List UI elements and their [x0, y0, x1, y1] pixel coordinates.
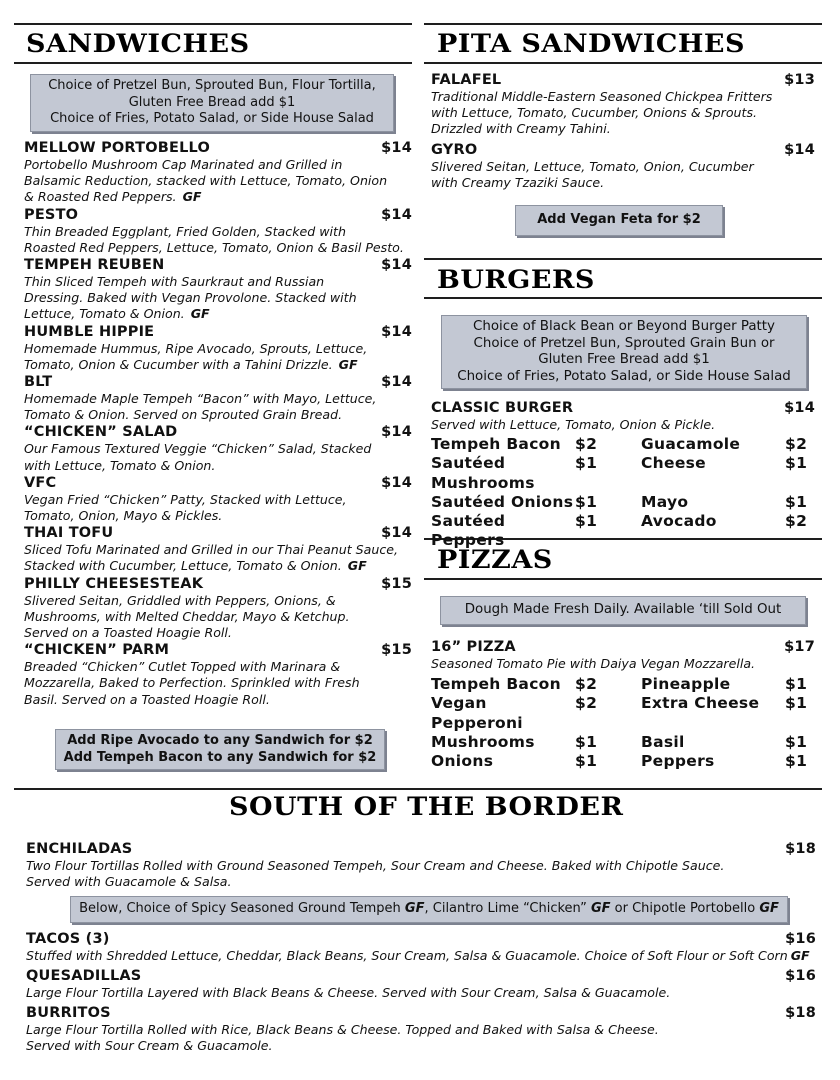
gf-tag: GF — [590, 901, 611, 916]
item-head — [24, 424, 412, 441]
item-name: GYRO — [431, 142, 478, 158]
item-name: TEMPEH REUBEN — [24, 257, 165, 274]
desc-line: Large Flour Tortilla Rolled with Rice, Black Beans & Cheese. Topped and Baked with Salsa & Cheese. — [26, 1022, 659, 1037]
desc-line: Thin Breaded Eggplant, Fried Golden, Stacked with — [24, 223, 346, 239]
desc-line: Balsamic Reduction, stacked with Lettuce, Tomato, Onion — [24, 173, 388, 189]
addon-name: Peppers — [641, 752, 715, 771]
pita-addon-box: Add Vegan Feta for $2 — [515, 205, 723, 236]
item-desc — [24, 492, 412, 524]
addon-price: $1 — [575, 454, 598, 473]
addon-gap — [597, 493, 641, 512]
desc-line: Mushrooms, with Melted Cheddar, Mayo & Ketchup. — [24, 608, 350, 624]
sandwich-item — [24, 207, 412, 256]
item-name: MELLOW PORTOBELLO — [24, 140, 210, 156]
addon-name: Basil — [641, 732, 685, 751]
item-name: PESTO — [24, 206, 79, 223]
addon-price: $1 — [575, 752, 598, 771]
item-name: BLT — [24, 374, 53, 391]
desc-line: Stacked with Cucumber, Lettuce, Tomato & Onion. — [24, 558, 342, 574]
desc-line: Stuffed with Shredded Lettuce, Cheddar, Black Beans, Sour Cream, Salsa & Guacamole. Choice of Soft Flour or Soft Corn — [26, 948, 788, 963]
addon-price: $1 — [575, 512, 598, 531]
desc-line: Tomato & Onion. Served on Sprouted Grain Bread. — [24, 407, 343, 423]
addon-gap — [597, 435, 641, 454]
desc-line: Basil. Served on a Toasted Hoagie Roll. — [24, 691, 270, 707]
item-name: PHILLY CHEESESTEAK — [24, 575, 204, 592]
choice-text: , Cilantro Lime “Chicken” — [424, 901, 591, 916]
addon-name: Sautéed Peppers — [431, 512, 506, 550]
item-desc — [431, 159, 815, 191]
filling-choice-box — [70, 896, 788, 923]
addon-name: Sautéed Mushrooms — [431, 454, 535, 492]
item-desc: Served with Lettuce, Tomato, Onion & Pickle. — [431, 417, 716, 432]
addon-price: $1 — [575, 492, 598, 511]
desc-line: Mozzarella, Baked to Perfection. Sprinkled with Fresh — [24, 675, 360, 691]
choice-text: or Chipotle Portobello — [610, 901, 760, 916]
sandwich-list — [24, 140, 412, 709]
gf-tag: GF — [759, 901, 779, 916]
desc-line: Homemade Hummus, Ripe Avocado, Sprouts, Lettuce, — [24, 340, 368, 356]
addon-price: $1 — [785, 732, 808, 751]
burgers-top-rule — [424, 258, 822, 260]
addon-name: Sautéed Onions — [431, 492, 574, 511]
note-line: Choice of Black Bean or Beyond Burger Patty — [473, 319, 775, 334]
pizza-addons-grid — [431, 675, 807, 771]
addon-price: $2 — [575, 694, 598, 713]
pizzas-title: PIZZAS — [437, 546, 553, 575]
addon-name: Tempeh Bacon — [431, 675, 561, 693]
item-head — [24, 374, 412, 391]
addon-price: $2 — [575, 675, 598, 693]
item-price: $14 — [381, 323, 412, 340]
addon-name: Mushrooms — [431, 732, 535, 751]
note-line: Gluten Free Bread add $1 — [538, 352, 710, 367]
desc-line-with-gf — [24, 189, 412, 205]
item-name: “CHICKEN” PARM — [24, 642, 170, 659]
addon-name: Onions — [431, 752, 494, 771]
note-line: Gluten Free Bread add $1 — [128, 94, 296, 110]
desc-line: Served with Sour Cream & Guacamole. — [26, 1038, 273, 1054]
addon-price: $1 — [785, 752, 808, 771]
item-head — [26, 968, 816, 985]
addon-gap — [597, 512, 641, 551]
sandwiches-title: SANDWICHES — [26, 30, 250, 59]
desc-line-with-gf — [24, 357, 412, 373]
gf-tag: GF — [404, 901, 425, 916]
south-item — [26, 968, 816, 1001]
item-desc — [24, 274, 412, 323]
item-head — [24, 475, 412, 492]
burger-addons-grid — [431, 435, 807, 551]
sandwich-item — [24, 257, 412, 323]
desc-line: Slivered Seitan, Griddled with Peppers, Onions, & — [24, 592, 336, 608]
sandwich-item — [24, 642, 412, 708]
desc-line: Large Flour Tortilla Layered with Black Beans & Cheese. Served with Sour Cream, Salsa & Guacamole. — [26, 985, 671, 1000]
desc-line: Breaded “Chicken” Cutlet Topped with Marinara & — [24, 659, 341, 675]
gf-tag: GF — [338, 356, 358, 372]
sandwich-item — [24, 475, 412, 524]
addon-price: $1 — [785, 492, 808, 511]
sandwich-item — [24, 424, 412, 473]
pita-item-gyro — [431, 142, 815, 191]
addon-name: Vegan Pepperoni — [431, 694, 523, 732]
item-price: $16 — [785, 931, 816, 947]
addon-price: $2 — [785, 435, 808, 453]
desc-line: Served with Guacamole & Salsa. — [26, 874, 232, 890]
addon-gap — [597, 675, 641, 694]
note-line: Choice of Pretzel Bun, Sprouted Bun, Flour Tortilla, — [48, 78, 376, 93]
south-item — [26, 1005, 816, 1054]
item-desc — [24, 593, 412, 642]
item-price: $14 — [381, 140, 412, 156]
enchiladas-item — [26, 841, 816, 890]
item-desc — [24, 341, 412, 373]
desc-line: Roasted Red Peppers, Lettuce, Tomato, Onion & Basil Pesto. — [24, 239, 404, 255]
sandwiches-under-rule — [14, 62, 412, 64]
addon-name: Extra Cheese — [641, 694, 760, 713]
item-desc — [431, 89, 815, 138]
item-head — [24, 642, 412, 659]
item-head — [24, 525, 412, 542]
addon-name: Cheese — [641, 454, 706, 473]
item-price: $14 — [784, 400, 815, 416]
item-head — [26, 1005, 816, 1022]
item-name: HUMBLE HIPPIE — [24, 323, 155, 340]
item-desc — [24, 441, 412, 473]
sandwiches-options-note — [30, 74, 394, 132]
pita-title: PITA SANDWICHES — [437, 30, 745, 59]
item-desc — [26, 1022, 816, 1054]
desc-line: Traditional Middle-Eastern Seasoned Chickpea Fritters — [431, 89, 773, 104]
item-name: CLASSIC BURGER — [431, 400, 574, 416]
desc-line: Vegan Fried “Chicken” Patty, Stacked with Lettuce, — [24, 491, 347, 507]
gf-tag: GF — [182, 189, 202, 205]
sandwich-item — [24, 324, 412, 373]
desc-line: Our Famous Textured Veggie “Chicken” Salad, Stacked — [24, 441, 372, 457]
sandwich-item — [24, 525, 412, 574]
classic-burger-item — [431, 400, 815, 433]
sandwich-addons-box — [55, 729, 385, 770]
desc-line: Drizzled with Creamy Tahini. — [431, 121, 611, 137]
item-desc — [24, 157, 412, 206]
item-price: $14 — [381, 474, 412, 491]
addon-avocado: Add Ripe Avocado to any Sandwich for $2 — [67, 733, 373, 748]
addon-price: $1 — [785, 694, 808, 713]
desc-line: Sliced Tofu Marinated and Grilled in our Thai Peanut Sauce, — [24, 542, 399, 558]
desc-line-with-gf — [24, 558, 412, 574]
item-price: $17 — [784, 639, 815, 655]
gf-tag: GF — [347, 558, 367, 574]
item-desc — [24, 224, 412, 256]
item-name: THAI TOFU — [24, 525, 114, 542]
note-line: Choice of Fries, Potato Salad, or Side House Salad — [457, 368, 791, 384]
item-price: $14 — [381, 374, 412, 391]
item-name: VFC — [24, 474, 57, 491]
item-head — [24, 207, 412, 224]
addon-price: $1 — [575, 732, 598, 751]
item-desc — [24, 542, 412, 574]
item-price: $15 — [381, 575, 412, 592]
item-name: “CHICKEN” SALAD — [24, 424, 178, 441]
burgers-options-note — [441, 315, 807, 389]
addon-gap — [597, 694, 641, 733]
item-name: QUESADILLAS — [26, 968, 142, 984]
desc-line: Slivered Seitan, Lettuce, Tomato, Onion, Cucumber — [431, 159, 754, 174]
sandwich-item — [24, 374, 412, 423]
desc-line-with-gf — [26, 948, 816, 964]
item-name: 16” PIZZA — [431, 639, 516, 655]
pizza-item — [431, 639, 815, 672]
item-desc — [24, 391, 412, 423]
item-head — [24, 324, 412, 341]
note-line: Choice of Pretzel Bun, Sprouted Grain Bun or — [473, 335, 775, 351]
item-price: $13 — [784, 72, 815, 88]
sandwiches-top-rule — [14, 23, 412, 25]
desc-line: with Creamy Tzaziki Sauce. — [431, 175, 605, 191]
addon-tempeh-bacon: Add Tempeh Bacon to any Sandwich for $2 — [63, 749, 377, 765]
choice-text: Below, Choice of Spicy Seasoned Ground Tempeh — [79, 901, 405, 916]
item-head — [24, 257, 412, 274]
pita-item-falafel — [431, 72, 815, 138]
desc-line: Portobello Mushroom Cap Marinated and Grilled in — [24, 157, 343, 172]
item-desc — [26, 858, 816, 890]
burgers-title: BURGERS — [437, 266, 595, 295]
pizza-note-box: Dough Made Fresh Daily. Available ‘till Sold Out — [440, 596, 806, 625]
item-desc: Seasoned Tomato Pie with Daiya Vegan Mozzarella. — [431, 656, 756, 671]
gf-tag: GF — [790, 948, 810, 963]
pita-top-rule — [424, 23, 822, 25]
desc-line: Two Flour Tortillas Rolled with Ground Seasoned Tempeh, Sour Cream and Cheese. Baked with Chipotle Sauce. — [26, 858, 725, 873]
item-price: $14 — [381, 424, 412, 441]
addon-price: $2 — [785, 512, 808, 531]
desc-line: Tomato, Onion & Cucumber with a Tahini Drizzle. — [24, 356, 333, 372]
item-desc — [24, 659, 412, 708]
note-line: Choice of Fries, Potato Salad, or Side House Salad — [50, 111, 374, 126]
item-price: $14 — [381, 257, 412, 274]
desc-line: Tomato, Onion, Mayo & Pickles. — [24, 508, 223, 524]
desc-line: with Lettuce, Tomato, Cucumber, Onions & Sprouts. — [431, 105, 758, 121]
item-desc — [26, 985, 816, 1001]
desc-line: Served on a Toasted Hoagie Roll. — [24, 625, 232, 641]
item-head — [24, 140, 412, 157]
item-head — [24, 576, 412, 593]
addon-gap — [597, 752, 641, 771]
desc-line: Thin Sliced Tempeh with Saurkraut and Russian — [24, 274, 325, 290]
desc-line: Lettuce, Tomato & Onion. — [24, 306, 185, 322]
south-top-rule — [14, 788, 822, 790]
desc-line-with-gf — [24, 306, 412, 322]
desc-line: Dressing. Baked with Vegan Provolone. Stacked with — [24, 290, 357, 306]
pizzas-under-rule — [424, 578, 822, 580]
item-head — [26, 931, 816, 948]
item-price: $14 — [381, 206, 412, 223]
item-price: $18 — [785, 1005, 816, 1021]
desc-line: Homemade Maple Tempeh “Bacon” with Mayo, Lettuce, — [24, 391, 377, 407]
addon-name: Guacamole — [641, 435, 741, 453]
item-price: $15 — [381, 642, 412, 659]
desc-line: with Lettuce, Tomato & Onion. — [24, 457, 216, 473]
addon-name: Tempeh Bacon — [431, 435, 561, 453]
addon-price: $1 — [785, 675, 808, 693]
burgers-under-rule — [424, 297, 822, 299]
item-name: BURRITOS — [26, 1005, 111, 1021]
item-desc — [26, 948, 816, 964]
south-title: SOUTH OF THE BORDER — [229, 793, 624, 822]
item-price: $18 — [785, 841, 816, 857]
addon-gap — [597, 454, 641, 493]
addon-name: Pineapple — [641, 675, 731, 693]
item-name: ENCHILADAS — [26, 841, 133, 857]
addon-name: Avocado — [641, 512, 717, 531]
item-price: $14 — [381, 525, 412, 542]
south-item — [26, 931, 816, 964]
item-name: TACOS (3) — [26, 931, 110, 947]
sandwich-item — [24, 576, 412, 642]
item-name: FALAFEL — [431, 72, 502, 88]
addon-price: $2 — [575, 435, 598, 453]
gf-tag: GF — [190, 306, 210, 322]
sandwich-item — [24, 140, 412, 206]
addon-price: $1 — [785, 454, 808, 473]
item-price: $14 — [784, 142, 815, 158]
item-price: $16 — [785, 968, 816, 984]
addon-gap — [597, 733, 641, 752]
addon-name: Mayo — [641, 492, 689, 511]
pita-under-rule — [424, 62, 822, 64]
desc-line: & Roasted Red Peppers. — [24, 189, 177, 205]
